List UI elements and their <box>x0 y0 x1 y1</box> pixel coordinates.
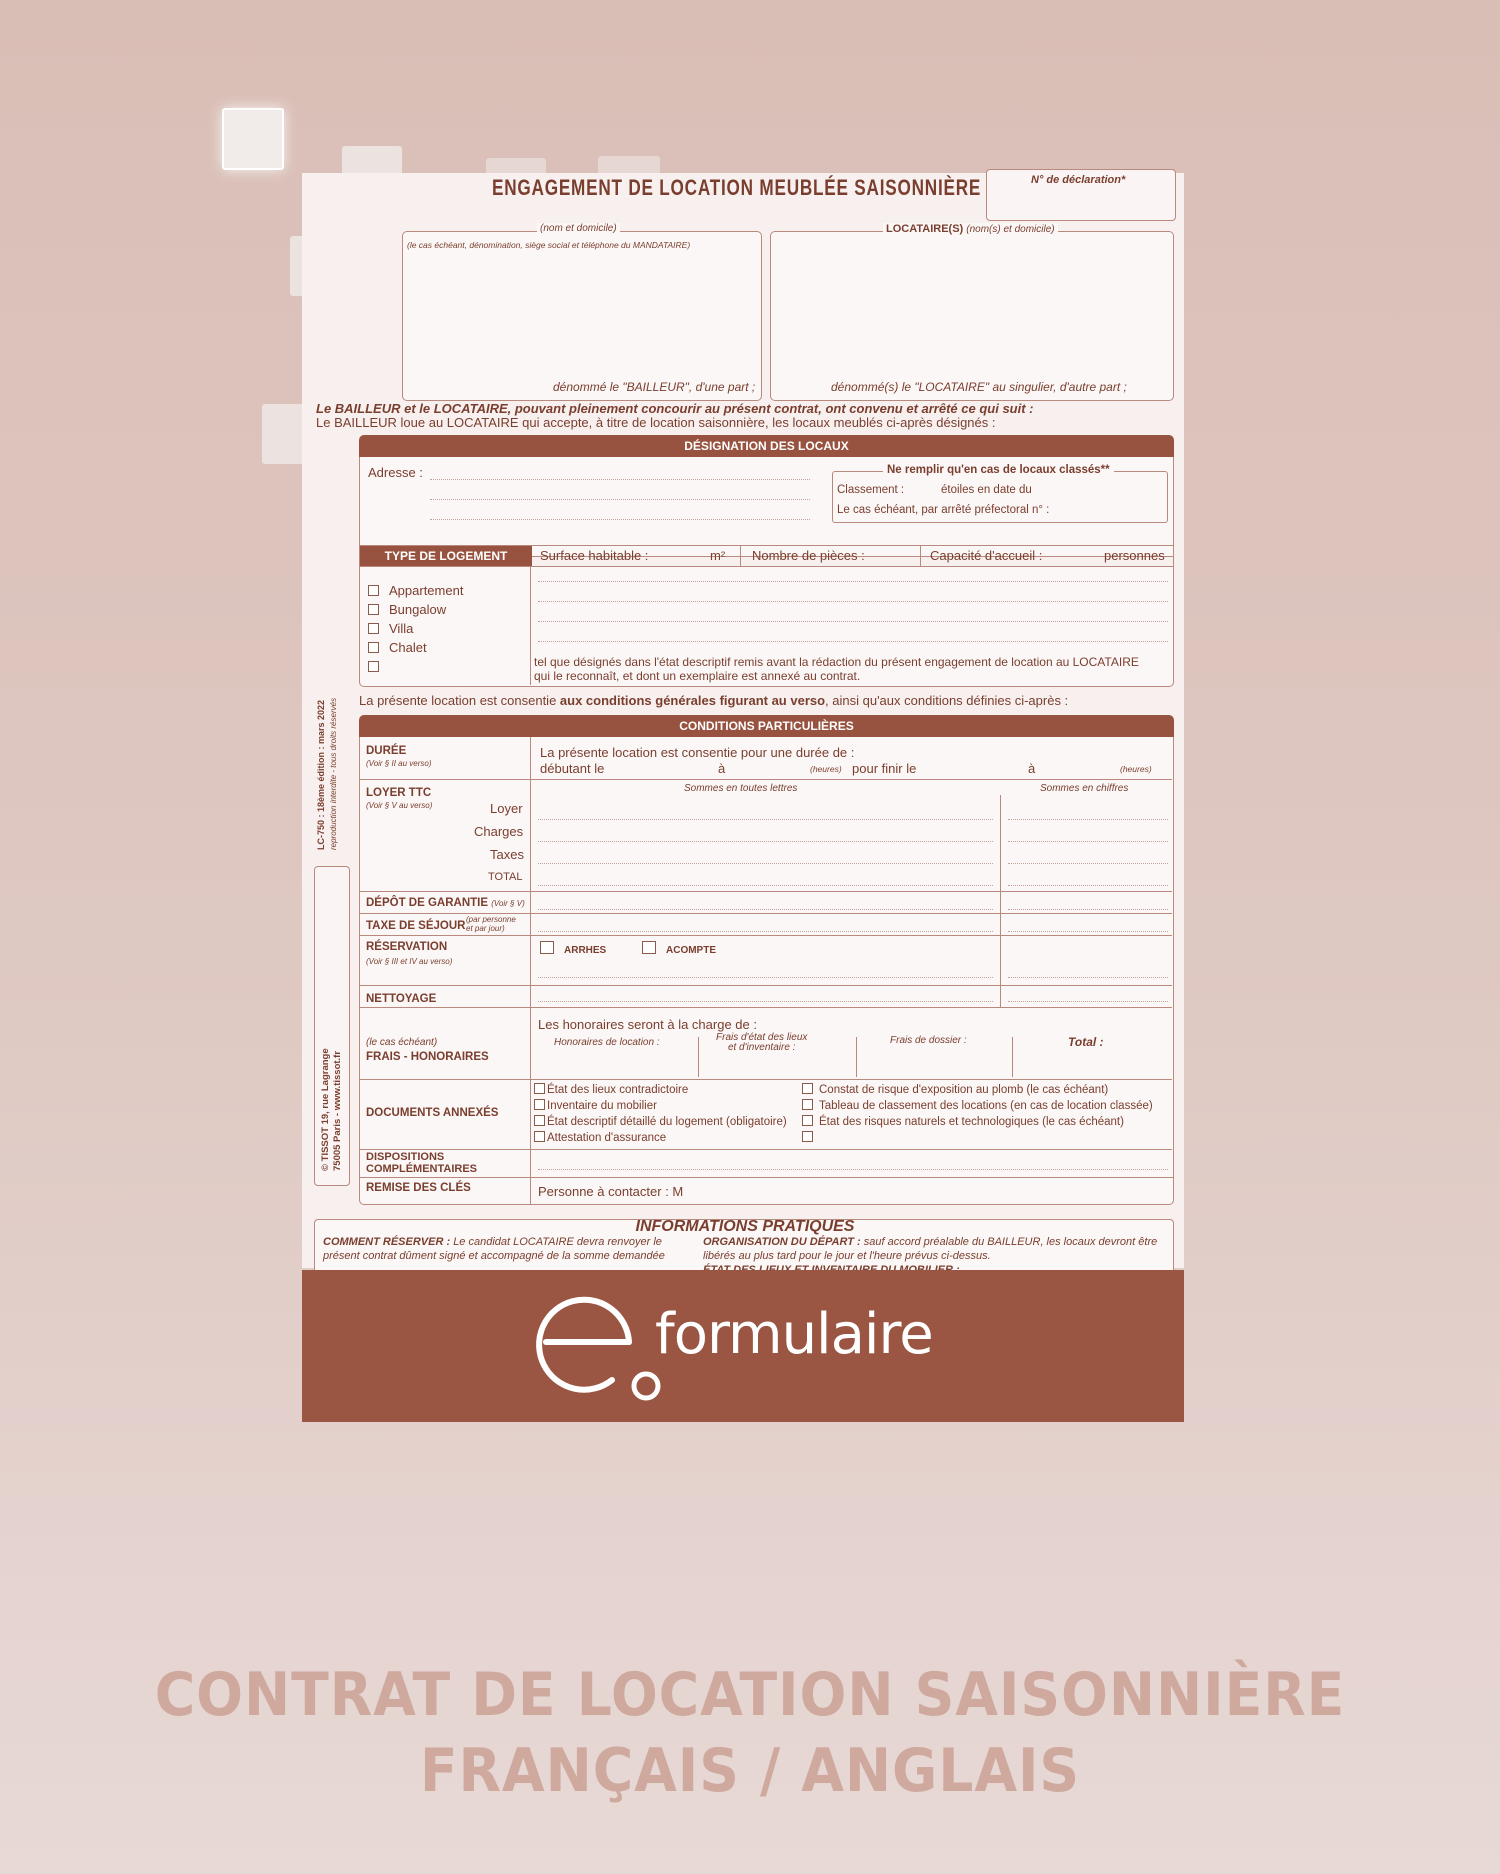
etat-text-2: qui le reconnaît, et dont un exemplaire est annexé au contrat. <box>534 669 861 683</box>
checkbox-other[interactable] <box>368 661 379 672</box>
sidebar-address: 75005 Paris - www.tissot.fr <box>332 1050 343 1171</box>
logement-line-2[interactable] <box>538 601 1168 602</box>
loyer-line-charges: Charges <box>474 824 524 839</box>
arrhes-option[interactable]: ARRHES <box>540 941 606 956</box>
checkbox-bungalow[interactable] <box>368 604 379 615</box>
brand-name: formulaire <box>655 1302 933 1367</box>
depart-line-1: ORGANISATION DU DÉPART : sauf accord préalable du BAILLEUR, les locaux devront être <box>703 1236 1158 1248</box>
taxe-label: TAXE DE SÉJOUR <box>366 920 466 932</box>
bailleur-box[interactable] <box>402 223 762 401</box>
loyer-lettres-1[interactable] <box>538 819 993 820</box>
adresse-line-1[interactable] <box>430 479 810 480</box>
dispositions-label: DISPOSITIONS COMPLÉMENTAIRES <box>366 1151 478 1175</box>
hon-total: Total : <box>1068 1035 1104 1049</box>
conditions-section <box>359 737 1174 1187</box>
doc-plomb[interactable]: Constat de risque d'exposition au plomb (le cas échéant) <box>802 1083 1108 1096</box>
a-label-2: à <box>1028 761 1036 776</box>
depart-line-2: libérés au plus tard pour le jour et l'heure prévus ci-dessus. <box>703 1250 991 1262</box>
documents-label: DOCUMENTS ANNEXÉS <box>366 1107 499 1119</box>
sidebar-code: LC-750 : 18ème édition : mars 2022 <box>316 699 326 850</box>
type-appartement[interactable]: Appartement <box>368 583 463 598</box>
doc-assurance[interactable]: Attestation d'assurance <box>534 1131 666 1144</box>
infos-title: INFORMATIONS PRATIQUES <box>635 1218 855 1235</box>
capacite-unit: personnes <box>1104 548 1165 563</box>
doc-other[interactable] <box>802 1131 819 1144</box>
checkbox-doc-3[interactable] <box>534 1115 545 1126</box>
checkbox-doc-7[interactable] <box>802 1115 813 1126</box>
checkbox-doc-8[interactable] <box>802 1131 813 1142</box>
loyer-line-taxes: Taxes <box>490 847 524 862</box>
doc-risques[interactable]: État des risques naturels et technologiques (le cas échéant) <box>802 1115 1124 1128</box>
logement-line-3[interactable] <box>538 621 1168 622</box>
comment-line-2: présent contrat dûment signé et accompagné de la somme demandée <box>323 1250 665 1262</box>
reservation-label: RÉSERVATION <box>366 941 448 953</box>
loyer-line-loyer: Loyer <box>490 801 523 816</box>
loyer-lettres-2[interactable] <box>538 841 993 842</box>
loyer-chiffres-2[interactable] <box>1008 841 1168 842</box>
hon-dossier: Frais de dossier : <box>890 1035 967 1046</box>
debutant-label: débutant le <box>540 761 605 776</box>
adresse-line-3[interactable] <box>430 519 810 520</box>
conditions-line: La présente location est consentie aux conditions générales figurant au verso, ainsi qu'aux conditions définies ci-après : <box>359 693 1069 708</box>
loyer-lettres-3[interactable] <box>538 863 993 864</box>
checkbox-arrhes[interactable] <box>540 941 554 954</box>
bailleur-subheader: (le cas échéant, dénomination, siège social et téléphone du MANDATAIRE) <box>407 240 691 250</box>
type-bungalow[interactable]: Bungalow <box>368 602 446 617</box>
remise-label: REMISE DES CLÉS <box>366 1182 471 1194</box>
logement-line-1[interactable] <box>538 581 1168 582</box>
duree-text: La présente location est consentie pour une durée de : <box>540 745 855 760</box>
taxe-chiffres[interactable] <box>1008 931 1168 932</box>
loyer-chiffres-3[interactable] <box>1008 863 1168 864</box>
reservation-lettres[interactable] <box>538 977 993 978</box>
locataire-header-group <box>883 223 1058 235</box>
arrete-label: Le cas échéant, par arrêté préfectoral n° : <box>837 504 1050 516</box>
intro-line-1: Le BAILLEUR et le LOCATAIRE, pouvant pleinement concourir au présent contrat, ont convenu et arrêté ce qui suit : <box>316 401 1034 416</box>
loyer-lettres-4[interactable] <box>538 885 993 886</box>
duree-label: DURÉE <box>366 745 407 757</box>
heures-label-1: (heures) <box>810 764 842 774</box>
etat-text-1: tel que désignés dans l'état descriptif remis avant la rédaction du présent engagement de location au LOCATAIRE <box>534 655 1139 669</box>
checkbox-doc-1[interactable] <box>534 1083 545 1094</box>
loyer-chiffres-1[interactable] <box>1008 819 1168 820</box>
comment-line-1: COMMENT RÉSERVER : Le candidat LOCATAIRE devra renvoyer le <box>323 1236 662 1248</box>
remise-row <box>359 1177 1174 1205</box>
taxe-ref: (par personne et par jour) <box>466 915 516 933</box>
doc-etat-descriptif[interactable]: État descriptif détaillé du logement (obligatoire) <box>534 1115 787 1128</box>
type-villa[interactable]: Villa <box>368 621 413 636</box>
checkbox-villa[interactable] <box>368 623 379 634</box>
publisher-sidebar <box>314 866 350 1186</box>
type-chalet[interactable]: Chalet <box>368 640 427 655</box>
locataire-footer: dénommé(s) le "LOCATAIRE" au singulier, d'autre part ; <box>831 380 1127 394</box>
checkbox-chalet[interactable] <box>368 642 379 653</box>
honoraires-text: Les honoraires seront à la charge de : <box>538 1017 757 1032</box>
nettoyage-label: NETTOYAGE <box>366 993 437 1005</box>
doc-etat-lieux[interactable]: État des lieux contradictoire <box>534 1083 688 1096</box>
duree-ref: (Voir § II au verso) <box>366 759 432 768</box>
depot-chiffres[interactable] <box>1008 909 1168 910</box>
pieces-label: Nombre de pièces : <box>752 548 865 563</box>
reservation-chiffres[interactable] <box>1008 977 1168 978</box>
designation-section <box>359 457 1174 557</box>
checkbox-doc-5[interactable] <box>802 1083 813 1094</box>
depot-lettres[interactable] <box>538 909 993 910</box>
checkbox-doc-6[interactable] <box>802 1099 813 1110</box>
checkbox-acompte[interactable] <box>642 941 656 954</box>
declaration-box[interactable] <box>986 169 1176 221</box>
frais-label: FRAIS - HONORAIRES <box>366 1051 489 1063</box>
loyer-chiffres-4[interactable] <box>1008 885 1168 886</box>
sommes-chiffres: Sommes en chiffres <box>1040 783 1129 794</box>
adresse-line-2[interactable] <box>430 499 810 500</box>
surface-label: Surface habitable : <box>540 548 649 563</box>
checkbox-appartement[interactable] <box>368 585 379 596</box>
adresse-label: Adresse : <box>368 465 423 480</box>
logement-line-4[interactable] <box>538 641 1168 642</box>
acompte-option[interactable]: ACOMPTE <box>642 941 716 956</box>
frais-cas: (le cas échéant) <box>366 1037 438 1048</box>
eformulaire-logo-icon <box>534 1292 654 1402</box>
classement-label: Classement : <box>837 484 905 496</box>
contact-label: Personne à contacter : M <box>538 1184 684 1199</box>
type-other[interactable] <box>368 659 389 674</box>
checkbox-doc-4[interactable] <box>534 1131 545 1142</box>
headline-line-1: CONTRAT DE LOCATION SAISONNIÈRE <box>154 1660 1346 1730</box>
classes-title: Ne remplir qu'en cas de locaux classés** <box>883 464 1114 476</box>
hon-etat: Frais d'état des lieux et d'inventaire : <box>716 1032 808 1053</box>
conditions-bar: CONDITIONS PARTICULIÈRES <box>359 715 1174 737</box>
heures-label-2: (heures) <box>1120 764 1152 774</box>
bailleur-footer: dénommé le "BAILLEUR", d'une part ; <box>553 380 756 394</box>
sidebar-rights: reproduction interdite - tous droits réservés <box>329 697 338 850</box>
doc-classement[interactable]: Tableau de classement des locations (en cas de location classée) <box>802 1099 1153 1112</box>
depot-label: DÉPÔT DE GARANTIE (Voir § V) <box>366 897 525 909</box>
document-title: ENGAGEMENT DE LOCATION MEUBLÉE SAISONNIÈRE <box>492 175 982 200</box>
intro-line-2: Le BAILLEUR loue au LOCATAIRE qui accepte, à titre de location saisonnière, les locaux meublés ci-après désignés : <box>316 415 996 430</box>
logement-row <box>359 545 1174 567</box>
type-logement-bar: TYPE DE LOGEMENT <box>360 546 532 566</box>
nettoyage-lettres[interactable] <box>538 1001 993 1002</box>
a-label-1: à <box>718 761 726 776</box>
surface-unit: m² <box>710 548 726 563</box>
hon-location: Honoraires de location : <box>554 1037 660 1048</box>
headline-line-2: FRANÇAIS / ANGLAIS <box>419 1736 1081 1806</box>
brand-band <box>302 1270 1184 1422</box>
form-document <box>302 173 1184 1268</box>
sommes-lettres: Sommes en toutes lettres <box>684 783 798 794</box>
locataire-header: LOCATAIRE(S) <box>886 223 964 235</box>
nettoyage-chiffres[interactable] <box>1008 1001 1168 1002</box>
finir-label: pour finir le <box>852 761 917 776</box>
declaration-label: N° de déclaration* <box>1031 174 1126 186</box>
loyer-line-total: TOTAL <box>488 871 523 883</box>
etoiles-label: étoiles en date du <box>941 484 1032 496</box>
classement-box <box>832 464 1168 523</box>
locataire-header-sub: (nom(s) et domicile) <box>966 224 1055 235</box>
taxe-lettres[interactable] <box>538 931 993 932</box>
checkbox-doc-2[interactable] <box>534 1099 545 1110</box>
loyer-ref: (Voir § V au verso) <box>366 801 433 810</box>
dispositions-line[interactable] <box>538 1169 1168 1170</box>
logement-details <box>359 567 1174 687</box>
locataire-box[interactable] <box>770 223 1174 401</box>
designation-bar: DÉSIGNATION DES LOCAUX <box>359 435 1174 457</box>
capacite-label: Capacité d'accueil : <box>930 548 1043 563</box>
doc-inventaire[interactable]: Inventaire du mobilier <box>534 1099 657 1112</box>
loyer-label: LOYER TTC <box>366 787 432 799</box>
sidebar-publisher: © TISSOT 19, rue Lagrange <box>320 1048 331 1171</box>
reservation-ref: (Voir § III et IV au verso) <box>366 957 453 966</box>
bailleur-header: (nom et domicile) <box>537 223 620 234</box>
